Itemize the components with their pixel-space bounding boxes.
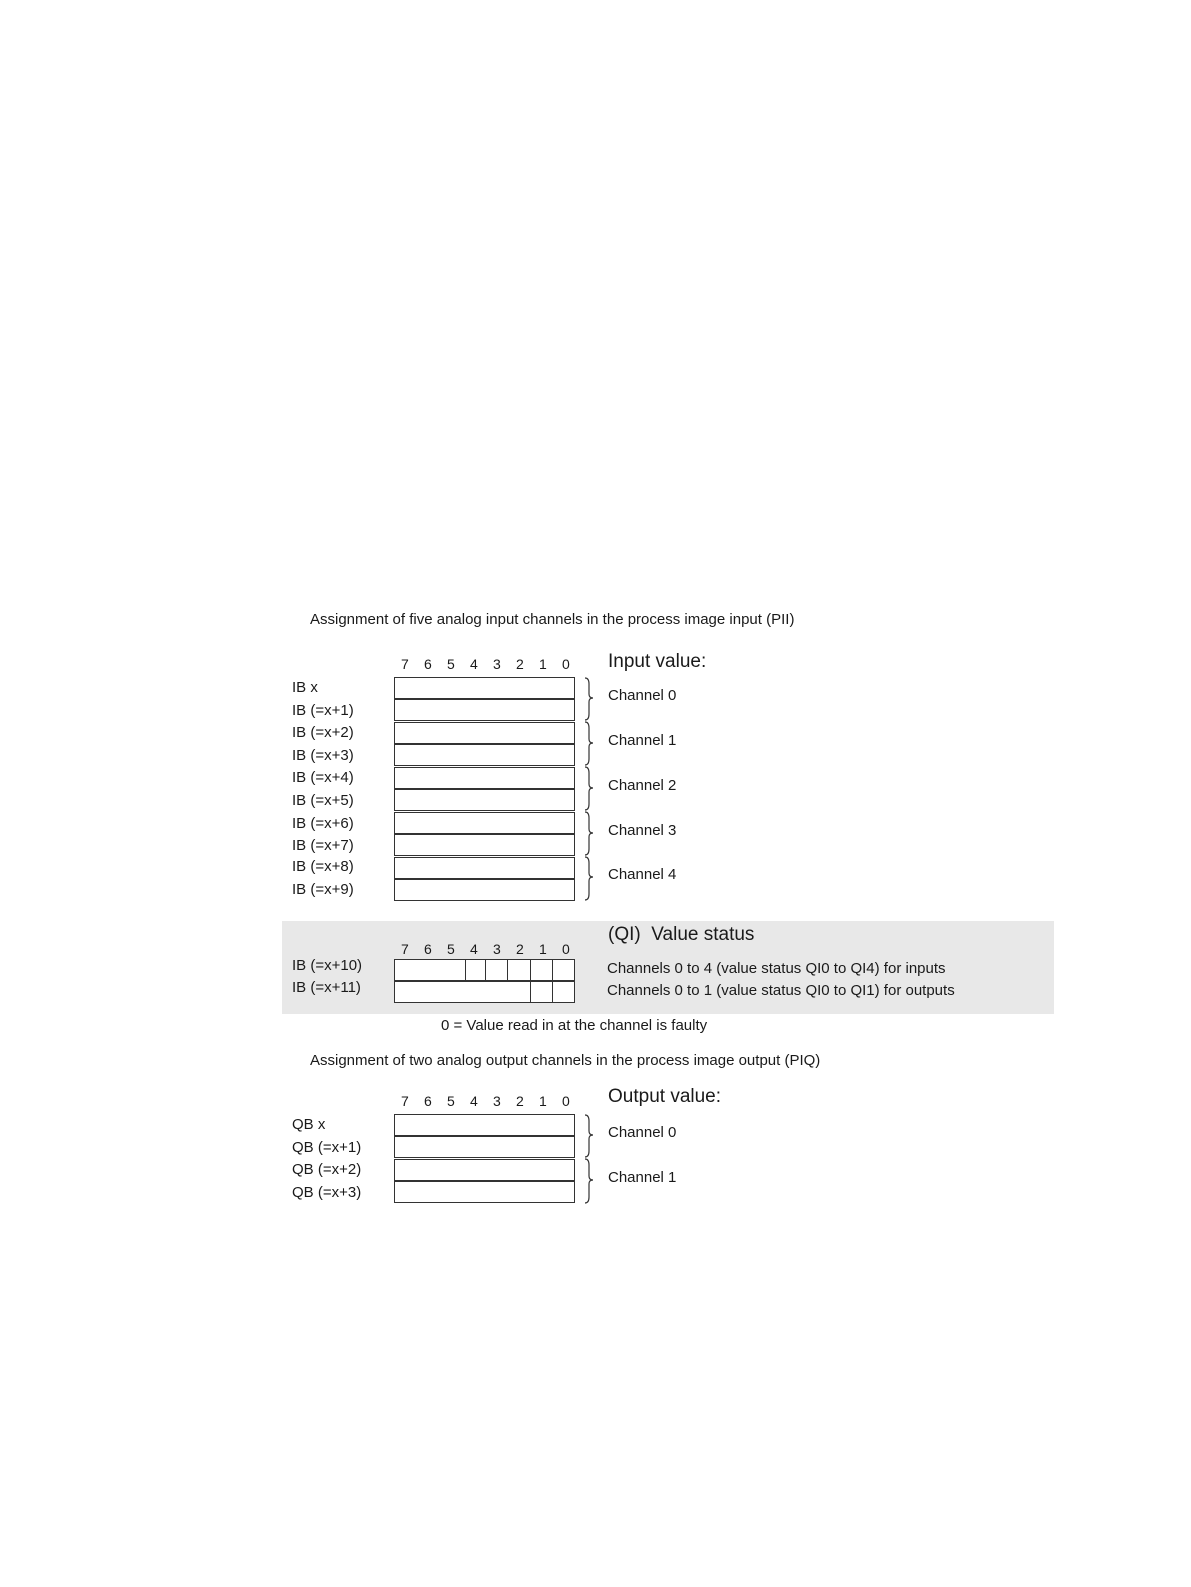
bit-cell-divider bbox=[465, 960, 466, 980]
status-byte-row bbox=[394, 959, 575, 981]
input-value-heading: Input value: bbox=[608, 651, 707, 672]
bit-cell-divider bbox=[552, 960, 553, 980]
value-status-heading bbox=[608, 924, 754, 946]
faulty-value-note: 0 = Value read in at the channel is faulty bbox=[441, 1017, 708, 1034]
channel-brace bbox=[585, 1115, 593, 1157]
input-section-title: Assignment of five analog input channels in the process image input (PII) bbox=[310, 611, 795, 628]
byte-row bbox=[394, 789, 575, 811]
value-status-title: Value status bbox=[651, 924, 755, 945]
input-channel-label: Channel 3 bbox=[608, 822, 677, 839]
bit-label: 6 bbox=[424, 656, 432, 672]
status-byte-label: IB (=x+10) bbox=[292, 957, 363, 974]
bit-label: 0 bbox=[562, 656, 570, 672]
bit-label: 2 bbox=[516, 656, 524, 672]
byte-row bbox=[394, 722, 575, 744]
bit-label: 5 bbox=[447, 656, 455, 672]
status-bit-header bbox=[401, 941, 585, 957]
byte-row bbox=[394, 1114, 575, 1136]
bit-label: 1 bbox=[539, 941, 547, 957]
byte-row bbox=[394, 857, 575, 879]
channel-brace bbox=[585, 767, 593, 810]
input-byte-label: IB (=x+3) bbox=[292, 747, 354, 764]
input-byte-label: IB (=x+9) bbox=[292, 881, 354, 898]
bit-label: 0 bbox=[562, 941, 570, 957]
bit-label: 6 bbox=[424, 1093, 432, 1109]
bit-label: 4 bbox=[470, 656, 478, 672]
status-byte-row bbox=[394, 981, 575, 1003]
byte-row bbox=[394, 879, 575, 901]
byte-row bbox=[394, 1136, 575, 1158]
input-channel-braces bbox=[584, 676, 596, 904]
input-byte-label: IB x bbox=[292, 679, 318, 696]
status-byte-grid bbox=[394, 959, 575, 1004]
input-byte-label: IB (=x+6) bbox=[292, 815, 354, 832]
bit-label: 5 bbox=[447, 1093, 455, 1109]
byte-row bbox=[394, 834, 575, 856]
output-byte-label: QB (=x+3) bbox=[292, 1184, 362, 1201]
status-byte-label: IB (=x+11) bbox=[292, 979, 361, 996]
input-channel-label: Channel 4 bbox=[608, 866, 677, 883]
bit-label: 6 bbox=[424, 941, 432, 957]
channel-brace bbox=[585, 678, 593, 720]
bit-label: 7 bbox=[401, 1093, 409, 1109]
bit-label: 7 bbox=[401, 656, 409, 672]
bit-cell-divider bbox=[507, 960, 508, 980]
output-byte-label: QB (=x+2) bbox=[292, 1161, 362, 1178]
value-status-inputs-line: Channels 0 to 4 (value status QI0 to QI4) for inputs bbox=[607, 960, 946, 977]
bit-label: 1 bbox=[539, 656, 547, 672]
input-bit-header bbox=[401, 656, 585, 672]
output-byte-label: QB x bbox=[292, 1116, 326, 1133]
input-byte-label: IB (=x+5) bbox=[292, 792, 354, 809]
output-byte-grid bbox=[394, 1114, 575, 1204]
bit-cell-divider bbox=[530, 960, 531, 980]
bit-label: 0 bbox=[562, 1093, 570, 1109]
output-bit-header bbox=[401, 1093, 585, 1109]
bit-label: 3 bbox=[493, 656, 501, 672]
byte-row bbox=[394, 767, 575, 789]
bit-label: 2 bbox=[516, 941, 524, 957]
byte-row bbox=[394, 1181, 575, 1203]
bit-label: 3 bbox=[493, 1093, 501, 1109]
input-byte-grid bbox=[394, 677, 575, 902]
channel-brace bbox=[585, 722, 593, 765]
input-channel-label: Channel 2 bbox=[608, 777, 677, 794]
bit-label: 2 bbox=[516, 1093, 524, 1109]
input-byte-label: IB (=x+1) bbox=[292, 702, 354, 719]
channel-brace bbox=[585, 812, 593, 855]
output-channel-label: Channel 1 bbox=[608, 1169, 677, 1186]
bit-label: 4 bbox=[470, 941, 478, 957]
bit-cell-divider bbox=[485, 960, 486, 980]
output-section-title: Assignment of two analog output channels in the process image output (PIQ) bbox=[310, 1052, 821, 1069]
channel-brace bbox=[585, 857, 593, 900]
channel-brace bbox=[585, 1159, 593, 1203]
input-byte-label: IB (=x+4) bbox=[292, 769, 354, 786]
input-channel-label: Channel 0 bbox=[608, 687, 677, 704]
byte-row bbox=[394, 744, 575, 766]
input-channel-label: Channel 1 bbox=[608, 732, 677, 749]
output-channel-braces bbox=[584, 1113, 596, 1207]
input-byte-label: IB (=x+8) bbox=[292, 858, 354, 875]
byte-row bbox=[394, 1159, 575, 1181]
byte-row bbox=[394, 677, 575, 699]
value-status-code: (QI) bbox=[608, 924, 641, 945]
bit-cell-divider bbox=[552, 982, 553, 1002]
byte-row bbox=[394, 812, 575, 834]
output-channel-label: Channel 0 bbox=[608, 1124, 677, 1141]
bit-label: 5 bbox=[447, 941, 455, 957]
value-status-outputs-line: Channels 0 to 1 (value status QI0 to QI1) for outputs bbox=[607, 982, 955, 999]
bit-label: 7 bbox=[401, 941, 409, 957]
input-byte-label: IB (=x+2) bbox=[292, 724, 354, 741]
output-byte-label: QB (=x+1) bbox=[292, 1139, 362, 1156]
output-value-heading: Output value: bbox=[608, 1086, 722, 1107]
bit-cell-divider bbox=[530, 982, 531, 1002]
byte-row bbox=[394, 699, 575, 721]
bit-label: 3 bbox=[493, 941, 501, 957]
input-byte-label: IB (=x+7) bbox=[292, 837, 354, 854]
bit-label: 1 bbox=[539, 1093, 547, 1109]
bit-label: 4 bbox=[470, 1093, 478, 1109]
